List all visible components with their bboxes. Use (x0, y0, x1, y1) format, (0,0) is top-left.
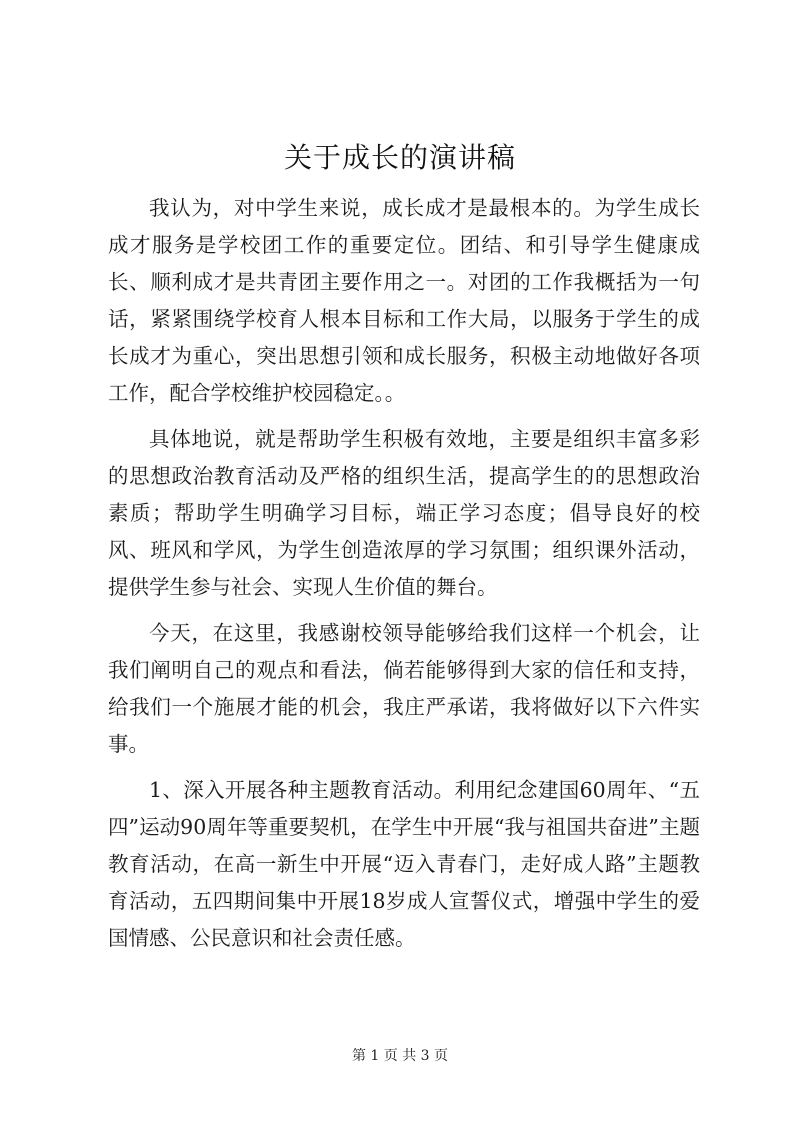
paragraph-3: 今天，在这里，我感谢校领导能够给我们这样一个机会，让我们阐明自己的观点和看法，倘若能够得到大家的信任和支持，给我们一个施展才能的机会，我庄严承诺，我将做好以下六件实事。 (108, 621, 700, 756)
paragraph-1: 我认为，对中学生来说，成长成才是最根本的。为学生成长成才服务是学校团工作的重要定位。团结、和引导学生健康成长、顺利成才是共青团主要作用之一。对团的工作我概括为一句话，紧紧围绕学校育人根本目标和工作大局，以服务于学生的成长成才为重心，突出思想引领和成长服务，积极主动地做好各项工作，配合学校维护校园稳定。。 (108, 196, 700, 405)
document-body (108, 190, 700, 966)
page-number-footer: 第 1 页 共 3 页 (351, 1048, 449, 1064)
paragraph-2: 具体地说，就是帮助学生积极有效地，主要是组织丰富多彩的思想政治教育活动及严格的组织生活，提高学生的的思想政治素质；帮助学生明确学习目标，端正学习态度；倡导良好的校风、班风和学风，为学生创造浓厚的学习氛围；组织课外活动，提供学生参与社会、实现人生价值的舞台。 (108, 427, 700, 599)
page-title: 关于成长的演讲稿 (283, 141, 516, 174)
paragraph-4: 1、深入开展各种主题教育活动。利用纪念建国60周年、“五四”运动90周年等重要契机，在学生中开展“我与祖国共奋进”主题教育活动，在高一新生中开展“迈入青春门，走好成人路”主题教育活动，五四期间集中开展18岁成人宣誓仪式，增强中学生的爱国情感、公民意识和社会责任感。 (108, 778, 700, 950)
